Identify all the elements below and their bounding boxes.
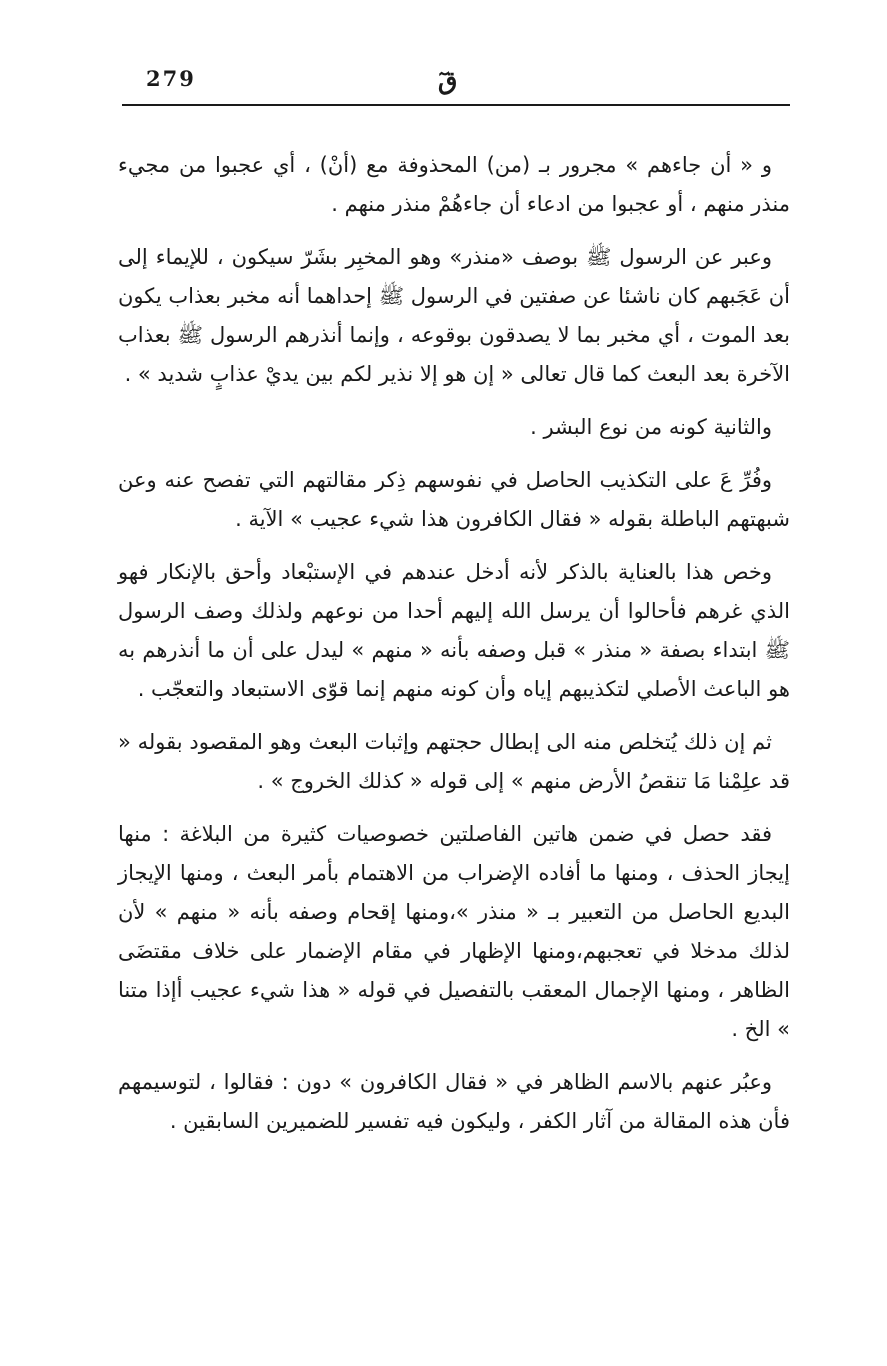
- header-rule: [122, 104, 790, 106]
- paragraph: وعبُر عنهم بالاسم الظاهر في « فقال الكافرون » دون : فقالوا ، لتوسيمهم فأن هذه المقالة من آثار الكفر ، وليكون فيه تفسير للضميرين السابقين .: [118, 1070, 790, 1133]
- page-number: 279: [146, 66, 196, 91]
- paragraph: ثم إن ذلك يُتخلص منه الى إبطال حجتهم وإثبات البعث وهو المقصود بقوله « قد علِمْنا مَا تنقصُ الأرض منهم » إلى قوله « كذلك الخروج » .: [118, 730, 790, 793]
- page-header: [122, 62, 790, 102]
- paragraph: و « أن جاءهم » مجرور بـ (من) المحذوفة مع (أنْ) ، أي عجبوا من مجيء منذر منهم ، أو عجبوا من ادعاء أن جاءهُمْ منذر منهم .: [118, 153, 790, 216]
- running-title: قٓ: [438, 66, 458, 95]
- paragraph: فقد حصل في ضمن هاتين الفاصلتين خصوصيات كثيرة من البلاغة : منها إيجاز الحذف ، ومنها ما أفاده الإضراب من الاهتمام بأمر البعث ، ومنها الإيجاز البديع الحاصل من التعبير بـ « منذر »،ومنها إقحام وصفه بأنه « منهم » لأن لذلك مدخلا في تعجبهم،ومنها الإظهار في مقام الإضمار على خلاف مقتضَى الظاهر ، ومنها الإجمال المعقب بالتفصيل في قوله « هذا شيء عجيب أإذا متنا » الخ .: [118, 822, 790, 1041]
- paragraph: وعبر عن الرسول ﷺ بوصف «منذر» وهو المخبِر بشَرّ سيكون ، للإيماء إلى أن عَجَبهم كان ناشئا عن صفتين في الرسول ﷺ إحداهما أنه مخبر بعذاب يكون بعد الموت ، أي مخبر بما لا يصدقون بوقوعه ، وإنما أنذرهم الرسول ﷺ بعذاب الآخرة بعد البعث كما قال تعالى « إن هو إلا نذير لكم بين يديْ عذابٍ شديد » .: [118, 245, 790, 386]
- paragraph: والثانية كونه من نوع البشر .: [530, 415, 772, 439]
- paragraph: وخص هذا بالعناية بالذكر لأنه أدخل عندهم في الإستبْعاد وأحق بالإنكار فهو الذي غرهم فأحالوا أن يرسل الله إليهم أحدا من نوعهم ولذلك وصف الرسول ﷺ ابتداء بصفة « منذر » قبل وصفه بأنه « منهم » ليدل على أن ما أنذرهم به هو الباعث الأصلي لتكذيبهم إياه وأن كونه منهم إنما قوّى الاستبعاد والتعجّب .: [118, 560, 790, 701]
- paragraph: وفُرِّ عَ على التكذيب الحاصل في نفوسهم ذِكر مقالتهم التي تفصح عنه وعن شبهتهم الباطلة بقوله « فقال الكافرون هذا شيء عجيب » الآية .: [118, 468, 790, 531]
- page-body: [118, 146, 790, 1155]
